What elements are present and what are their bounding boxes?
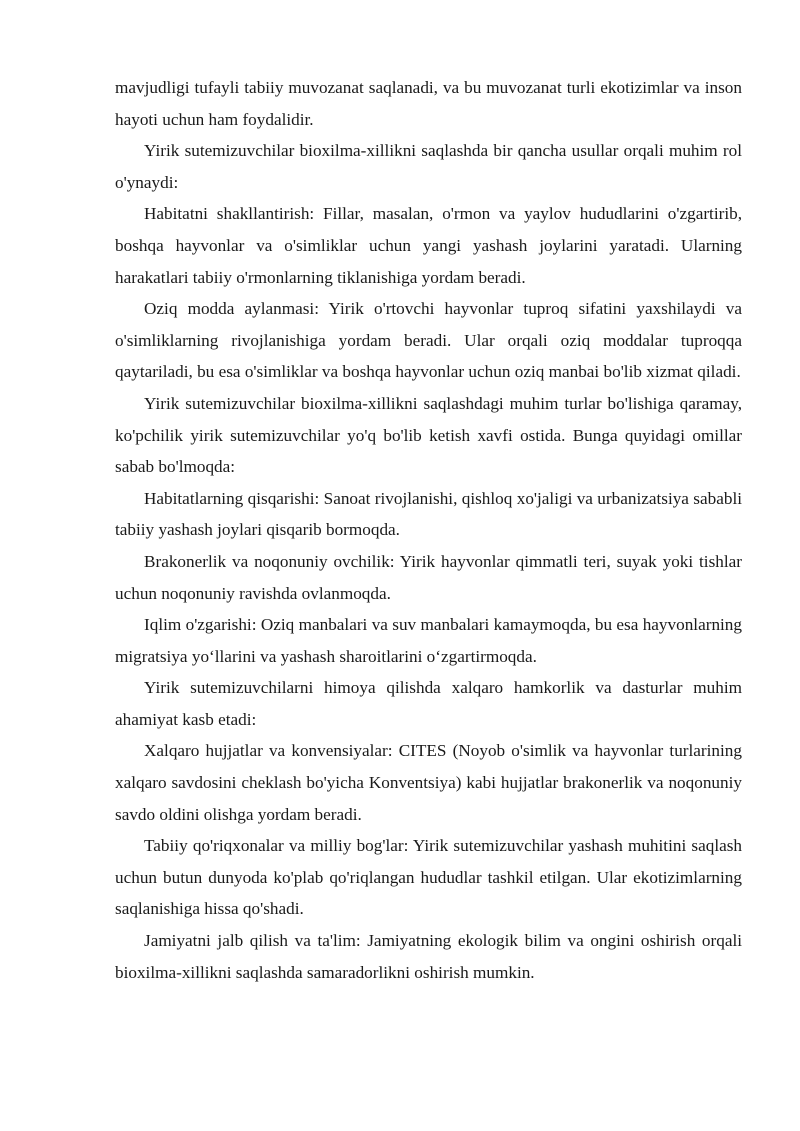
- paragraph: Oziq modda aylanmasi: Yirik o'rtovchi hayvonlar tuproq sifatini yaxshilaydi va o'simliklarning rivojlanishiga yordam beradi. Ular orqali oziq moddalar tuproqqa qaytariladi, bu esa o'simliklar va boshqa hayvonlar uchun oziq manbai bo'lib xizmat qiladi.: [115, 299, 742, 382]
- paragraph: Jamiyatni jalb qilish va ta'lim: Jamiyatning ekologik bilim va ongini oshirish orqali bioxilma-xillikni saqlashda samaradorlikni oshirish mumkin.: [115, 931, 742, 982]
- paragraph: Iqlim o'zgarishi: Oziq manbalari va suv manbalari kamaymoqda, bu esa hayvonlarning migratsiya yo‘llarini va yashash sharoitlarini o‘zgartirmoqda.: [115, 615, 742, 666]
- document-body: [115, 72, 742, 988]
- paragraph: Habitatlarning qisqarishi: Sanoat rivojlanishi, qishloq xo'jaligi va urbanizatsiya sababli tabiiy yashash joylari qisqarib bormoqda.: [115, 488, 742, 540]
- paragraph: Tabiiy qo'riqxonalar va milliy bog'lar: Yirik sutemizuvchilar yashash muhitini saqlash uchun butun dunyoda ko'plab qo'riqlangan hududlar tashkil etilgan. Ular ekotizimlarning saqlanishiga hissa qo'shadi.: [115, 836, 742, 919]
- paragraph: Xalqaro hujjatlar va konvensiyalar: CITES (Noyob o'simlik va hayvonlar turlarining xalqaro savdosini cheklash bo'yicha Konventsiya) kabi hujjatlar brakonerlik va noqonuniy savdo oldini olishga yordam beradi.: [115, 741, 742, 824]
- paragraph: Habitatni shakllantirish: Fillar, masalan, o'rmon va yaylov hududlarini o'zgartirib, boshqa hayvonlar va o'simliklar uchun yangi yashash joylarini yaratadi. Ularning harakatlari tabiiy o'rmonlarning tiklanishiga yordam beradi.: [115, 204, 742, 287]
- paragraph: Yirik sutemizuvchilar bioxilma-xillikni saqlashdagi muhim turlar bo'lishiga qaramay, ko'pchilik yirik sutemizuvchilar yo'q bo'lib ketish xavfi ostida. Bunga quyidagi omillar sabab bo'lmoqda:: [115, 393, 742, 477]
- paragraph: Yirik sutemizuvchilar bioxilma-xillikni saqlashda bir qancha usullar orqali muhim rol o'ynaydi:: [115, 141, 742, 192]
- paragraph: Brakonerlik va noqonuniy ovchilik: Yirik hayvonlar qimmatli teri, suyak yoki tishlar uchun noqonuniy ravishda ovlanmoqda.: [115, 551, 742, 603]
- paragraph: Yirik sutemizuvchilarni himoya qilishda xalqaro hamkorlik va dasturlar muhim ahamiyat kasb etadi:: [115, 678, 742, 729]
- paragraph-continued: mavjudligi tufayli tabiiy muvozanat saqlanadi, va bu muvozanat turli ekotizimlar va inson hayoti uchun ham foydalidir.: [115, 78, 742, 129]
